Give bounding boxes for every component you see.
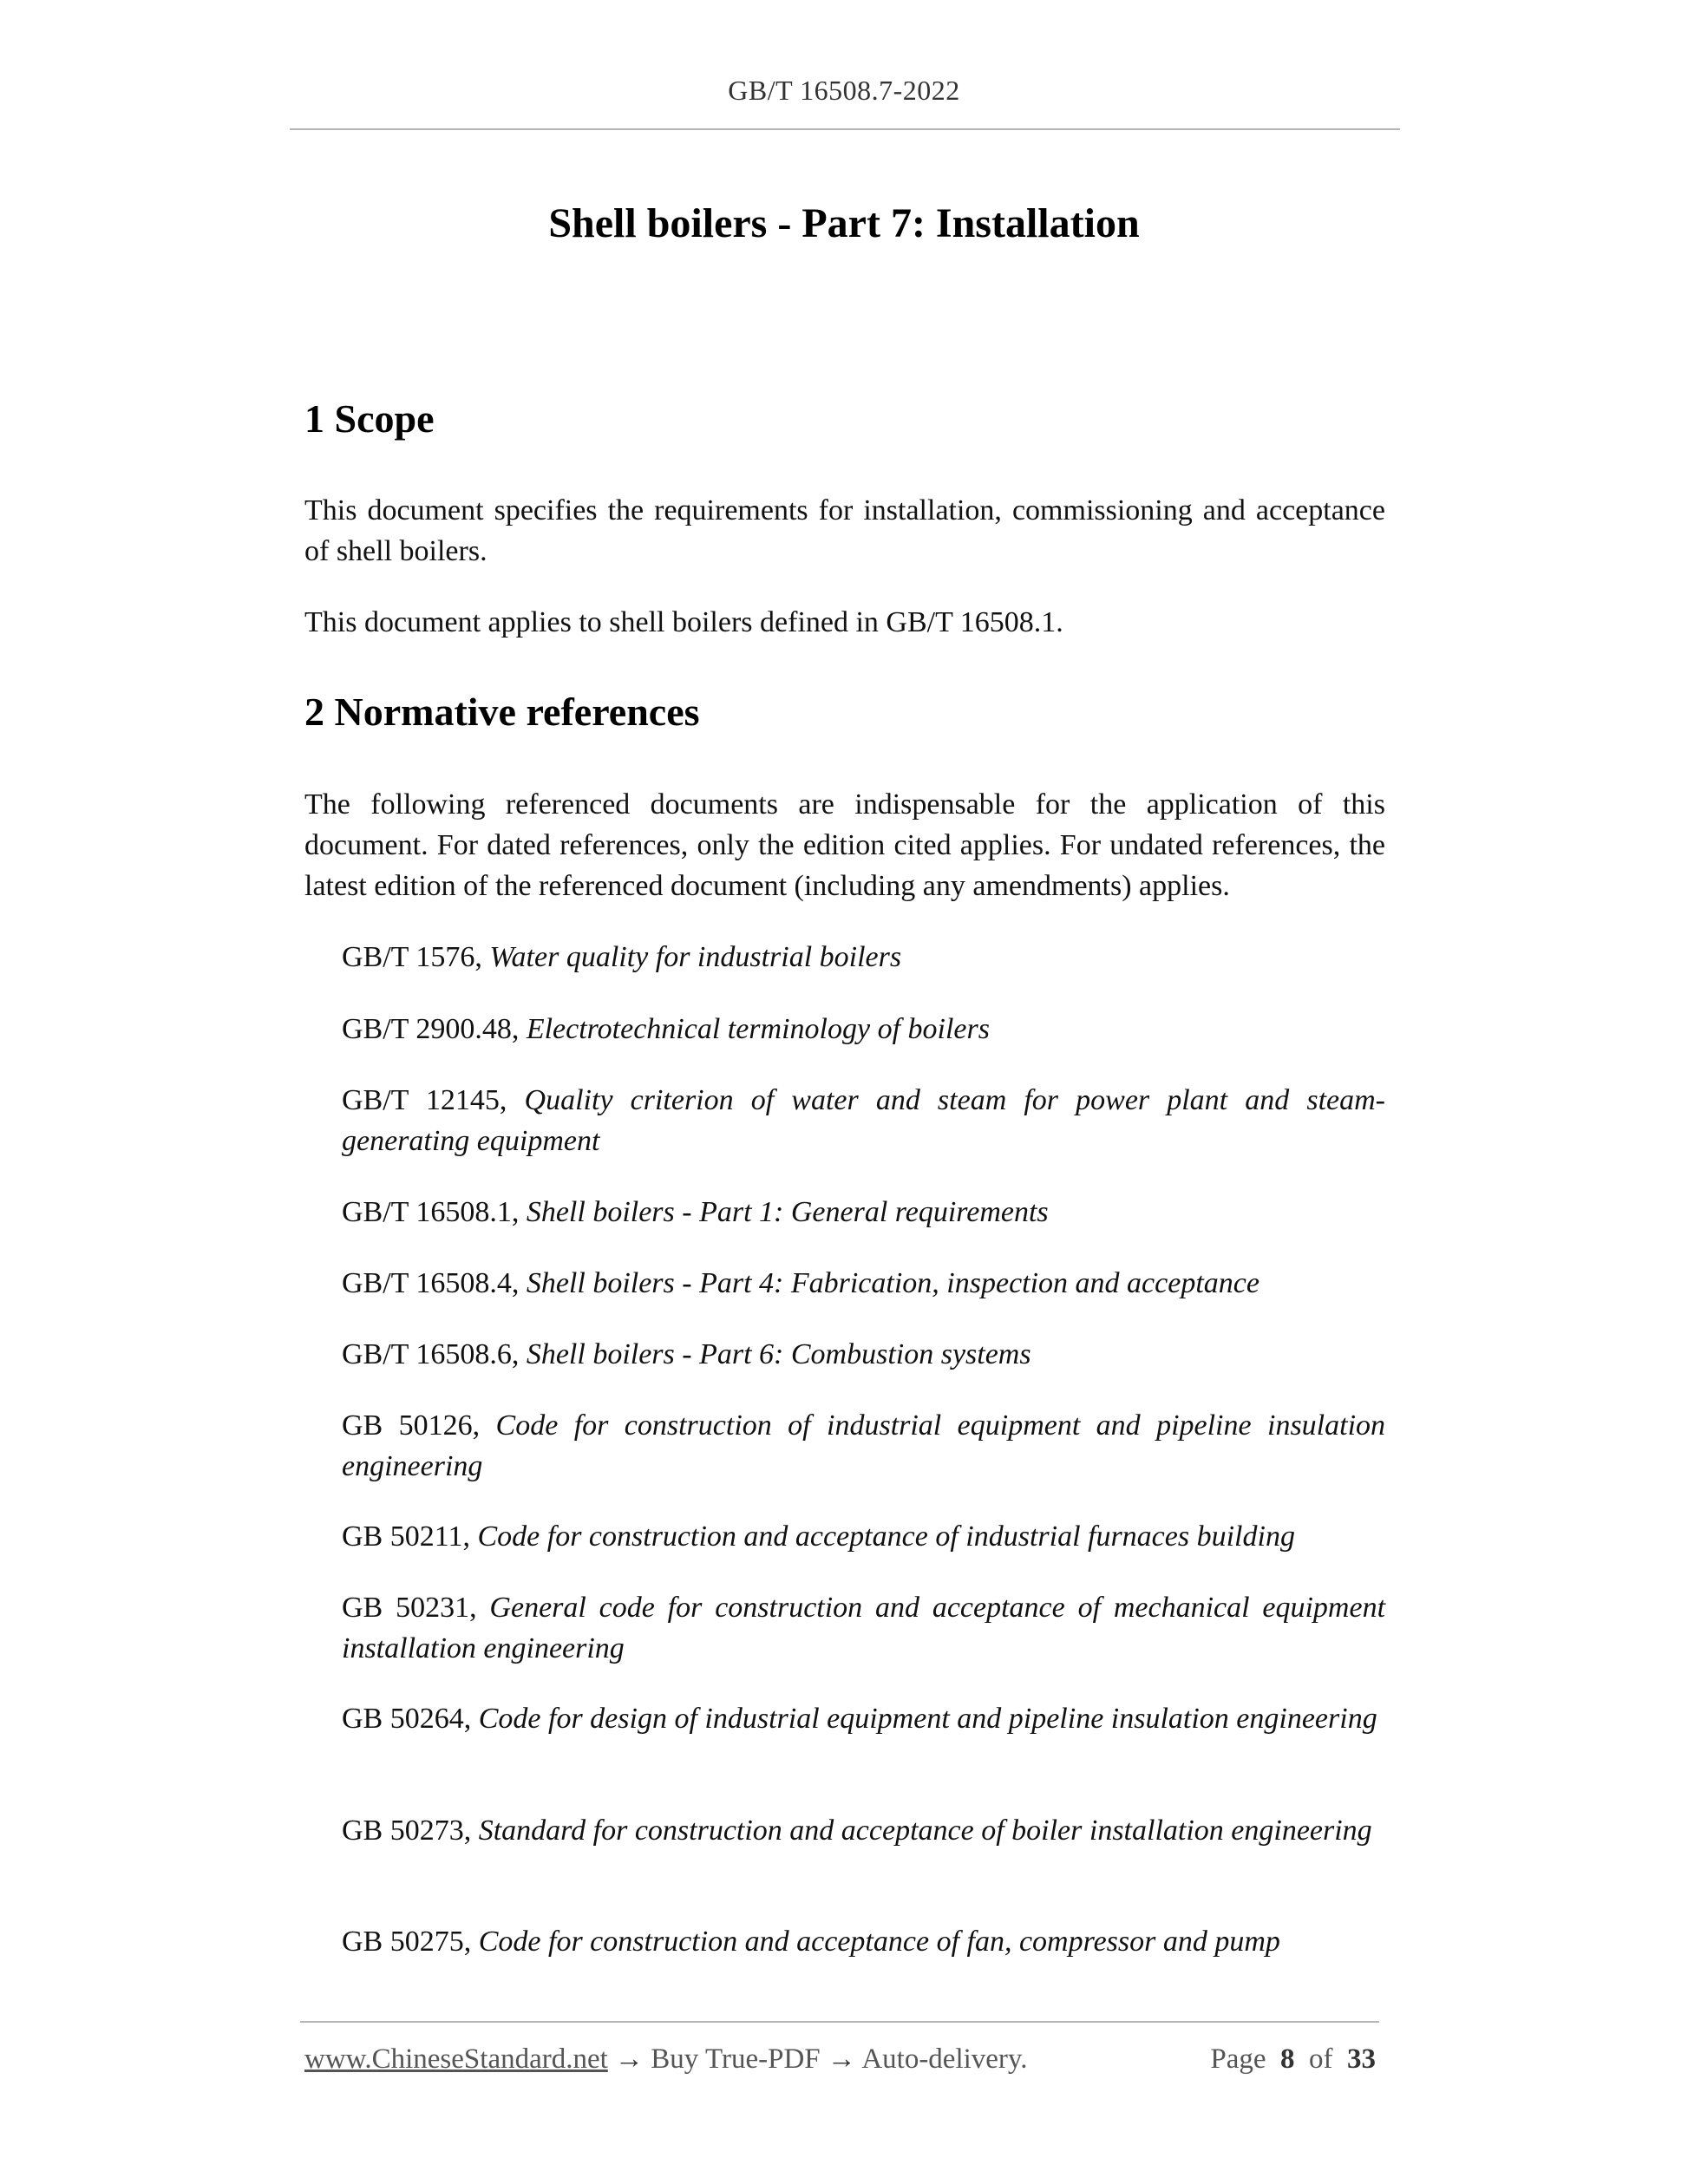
chinesestandard-link[interactable]: www.ChineseStandard.net <box>304 2043 608 2075</box>
reference-item: GB/T 16508.6, Shell boilers - Part 6: Combustion systems <box>342 1338 1031 1370</box>
reference-item: GB/T 2900.48, Electrotechnical terminology of boilers <box>342 1013 990 1045</box>
reference-item: GB 50126, Code for construction of industrial equipment and pipeline insulation engineering <box>342 1409 1386 1482</box>
arrow-right-icon: → <box>827 2043 856 2075</box>
document-header-code: GB/T 16508.7-2022 <box>728 75 960 106</box>
page-label: Page <box>1210 2043 1266 2075</box>
of-label: of <box>1309 2043 1333 2075</box>
reference-item: GB/T 16508.4, Shell boilers - Part 4: Fabrication, inspection and acceptance <box>342 1267 1259 1299</box>
current-page-number: 8 <box>1280 2043 1295 2075</box>
reference-item: GB/T 12145, Quality criterion of water and steam for power plant and steam-generating equipment <box>342 1084 1385 1157</box>
document-title: Shell boilers - Part 7: Installation <box>548 200 1140 246</box>
reference-item: GB 50275, Code for construction and acceptance of fan, compressor and pump <box>342 1926 1280 1958</box>
scope-paragraph-2: This document applies to shell boilers defined in GB/T 16508.1. <box>304 606 1063 638</box>
reference-item: GB 50231, General code for construction and acceptance of mechanical equipment installation engineering <box>342 1592 1386 1664</box>
footer-promo <box>304 2043 1028 2076</box>
buy-true-pdf-text: Buy True-PDF <box>651 2043 821 2075</box>
section-heading-scope: 1 Scope <box>304 396 435 441</box>
reference-item: GB 50211, Code for construction and acceptance of industrial furnaces building <box>342 1520 1295 1553</box>
scope-paragraph-1: This document specifies the requirements for installation, commissioning and acceptance of shell boilers. <box>304 494 1385 567</box>
reference-item: GB/T 16508.1, Shell boilers - Part 1: General requirements <box>342 1196 1049 1228</box>
normative-intro-paragraph: The following referenced documents are indispensable for the application of this document. For dated references, only the edition cited applies. For undated references, the latest edition of the referenced document (including any amendments) applies. <box>304 788 1385 902</box>
reference-item: GB 50264, Code for design of industrial equipment and pipeline insulation engineering <box>342 1703 1377 1735</box>
page-indicator <box>1210 2043 1376 2076</box>
reference-item: GB/T 1576, Water quality for industrial boilers <box>342 941 902 973</box>
footer-divider <box>300 2021 1379 2023</box>
total-pages: 33 <box>1347 2043 1376 2075</box>
section-heading-normative-references: 2 Normative references <box>304 690 700 734</box>
arrow-right-icon: → <box>615 2043 644 2075</box>
auto-delivery-text: Auto-delivery. <box>861 2043 1028 2075</box>
reference-item: GB 50273, Standard for construction and acceptance of boiler installation engineering <box>342 1815 1372 1847</box>
header-divider <box>290 128 1400 130</box>
